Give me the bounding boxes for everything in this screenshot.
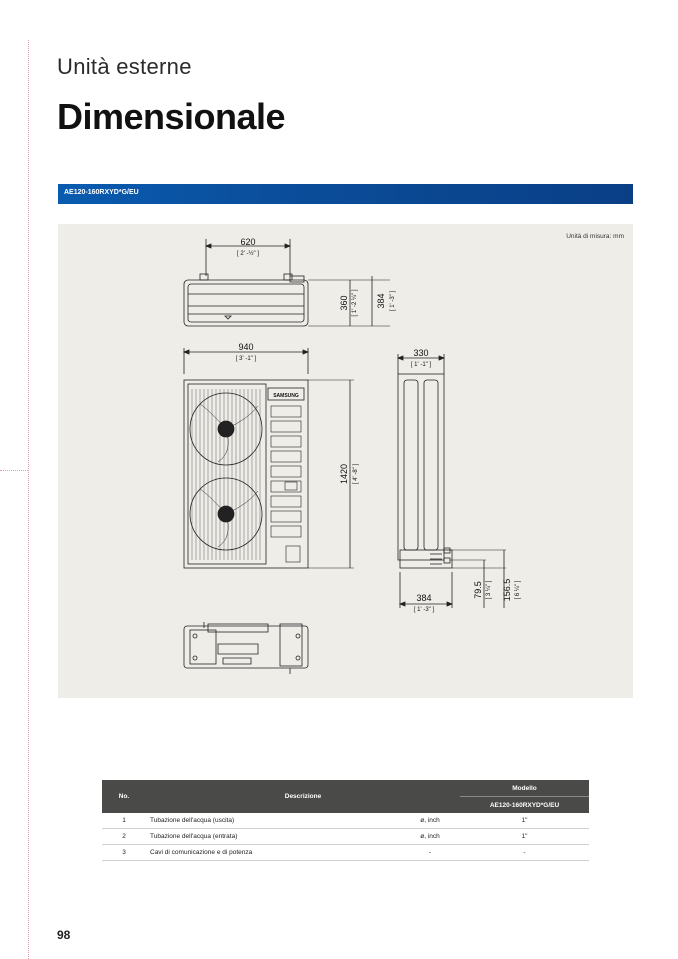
row-desc: Cavi di comunicazione e di potenza xyxy=(146,845,400,861)
table-row xyxy=(102,813,589,829)
dim-front-width-in: [ 3' -1" ] xyxy=(235,356,257,362)
row-no: 2 xyxy=(102,829,146,845)
top-view xyxy=(184,239,390,326)
front-view xyxy=(184,348,354,568)
model-bar xyxy=(58,184,633,204)
th-desc: Descrizione xyxy=(146,780,460,813)
row-desc: Tubazione dell'acqua (uscita) xyxy=(146,813,400,829)
row-unit: ø, inch xyxy=(400,813,460,829)
dim-front-width: 940 xyxy=(238,342,254,352)
dim-front-height: 1420 xyxy=(339,463,349,485)
spec-table xyxy=(102,780,589,861)
side-view xyxy=(398,354,506,608)
row-value: 1" xyxy=(460,829,589,845)
page-number: 98 xyxy=(57,928,71,942)
th-no: No. xyxy=(102,780,146,813)
dim-top-depth: 360 xyxy=(339,295,349,311)
dim-pipe-h2-in: [ 6 ¼" ] xyxy=(515,580,521,600)
page-title: Dimensionale xyxy=(57,96,286,137)
row-unit: - xyxy=(400,845,460,861)
dim-side-width-in: [ 1' -1" ] xyxy=(410,362,432,368)
dim-front-height-in: [ 4' -8" ] xyxy=(353,463,359,485)
dim-pipe-h1: 79.5 xyxy=(473,581,483,599)
th-model-group: Modello xyxy=(460,780,589,797)
dim-pipe-h1-in: [ 3 ¼" ] xyxy=(486,580,492,600)
technical-drawing xyxy=(58,224,633,698)
dim-top-width-in: [ 2' -½" ] xyxy=(237,251,259,257)
row-value: - xyxy=(460,845,589,861)
dim-side-depth: 384 xyxy=(416,593,432,603)
table-row xyxy=(102,829,589,845)
row-unit: ø, inch xyxy=(400,829,460,845)
dim-side-width: 330 xyxy=(413,348,429,358)
dim-top-depth-total: 384 xyxy=(376,293,386,309)
dimension-drawing-panel xyxy=(58,224,633,698)
row-value: 1" xyxy=(460,813,589,829)
dim-top-depth-in: [ 1' -2 ¼" ] xyxy=(352,289,358,317)
dim-top-width: 620 xyxy=(240,237,256,247)
bottom-view xyxy=(184,622,308,674)
dim-side-depth-in: [ 1' -3" ] xyxy=(413,607,435,613)
brand-mark: SAMSUNG xyxy=(273,393,299,399)
row-no: 1 xyxy=(102,813,146,829)
section-subtitle: Unità esterne xyxy=(57,54,192,79)
th-model: AE120-160RXYD*G/EU xyxy=(460,797,589,814)
page-margin-line xyxy=(0,40,29,959)
page-margin-notch xyxy=(0,470,28,483)
table-row xyxy=(102,845,589,861)
dimension-labels xyxy=(236,237,521,613)
row-desc: Tubazione dell'acqua (entrata) xyxy=(146,829,400,845)
model-bar-label: AE120-160RXYD*G/EU xyxy=(64,189,139,196)
dim-top-depth-total-in: [ 1' -3" ] xyxy=(390,290,396,312)
row-no: 3 xyxy=(102,845,146,861)
dim-pipe-h2: 156.5 xyxy=(502,578,512,602)
unit-note: Unità di misura: mm xyxy=(566,233,624,240)
